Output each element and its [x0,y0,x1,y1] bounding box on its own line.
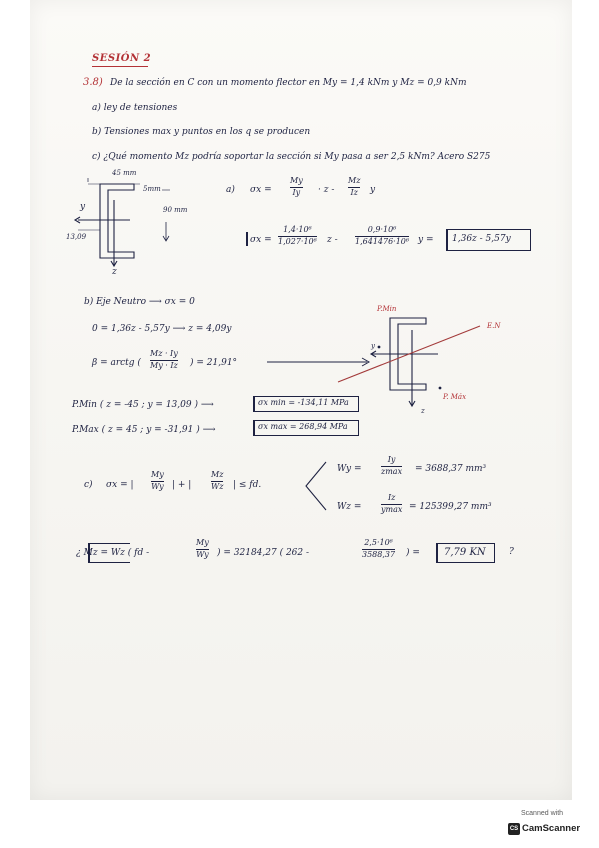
frac-num: Iz [388,493,396,502]
axis-z-label: z [112,267,117,277]
diagram-z-label: z [421,407,425,415]
part-b-beta-rhs: ) = 21,91° [190,358,238,368]
diagram-en-label: E.N [487,322,501,330]
camscanner-icon: CS [508,823,520,835]
camscanner-watermark [505,807,585,841]
neutral-axis-diagram [330,310,500,420]
part-a-tail2: y = [418,235,434,245]
scanned-with-text: Scanned with [521,810,564,817]
frac-num: Iy [387,455,396,464]
part-c-mid: | + | [172,480,192,490]
diagram-pmax-label: P. Máx [443,393,467,401]
dim-thickness: 5mm [143,185,161,193]
frac-num: My [151,470,164,479]
frac-num: Mz [211,470,224,479]
part-c-wz-value: = 125399,27 mm³ [409,502,492,512]
part-a-lhs: σx = [250,185,272,195]
frac-den: My · Iz [150,360,178,370]
frac-den: 1,641476·10⁶ [355,236,410,246]
part-c-wy-value: = 3688,37 mm³ [415,464,487,474]
part-b-pmax-result: σx max = 268,94 MPa [258,422,348,431]
part-c-label: c) [84,480,93,490]
problem-item-b: b) Tensiones max y puntos en los q se producen [92,127,311,137]
part-b-line1: 0 = 1,36z - 5,57y ⟶ z = 4,09y [92,324,232,334]
part-c-final-question: ? [509,547,514,557]
part-c-frac-mz-wz [211,471,223,492]
part-c-rhs: | ≤ fd. [233,480,262,490]
frac-den: Wy [196,549,209,559]
c-section-sketch [70,170,190,280]
part-b-pmax: P.Max ( z = 45 ; y = -31,91 ) ⟶ [72,425,216,435]
part-c-brace [300,458,330,518]
part-c-final-frac-2 [362,539,395,560]
part-a-tail: y [370,185,376,195]
problem-item-c: c) ¿Qué momento Mz podría soportar la sección si My pasa a ser 2,5 kNm? Acero S275 [92,152,491,162]
diagram-y-label: y [371,342,375,350]
part-c-wy-lhs: Wy = [337,464,362,474]
part-c-wz-lhs: Wz = [337,502,362,512]
title-underline [92,66,148,67]
frac-den: Wz [211,481,224,491]
dim-offset: 13,09 [66,233,87,241]
part-b-beta-frac [150,350,178,371]
part-c-final-lhs: ¿ Mz = Wz ( fd - [76,548,150,558]
frac-num: My [196,538,209,547]
part-c-wy-frac [381,456,402,477]
dim-flange-width: 45 mm [112,169,137,177]
frac-den: zmax [381,466,403,476]
part-a-frac-mz-iz [348,177,360,198]
frac-den: Iz [350,187,358,197]
frac-den: 1,027·10⁶ [278,236,317,246]
problem-statement: De la sección en C con un momento flector en My = 1,4 kNm y Mz = 0,9 kNm [110,78,467,88]
part-c-final-mid: ) = 32184,27 ( 262 - [217,548,310,558]
camscanner-brand: CamScanner [522,823,581,834]
problem-item-a: a) ley de tensiones [92,103,178,113]
frac-num: 0,9·10⁶ [367,225,397,234]
session-title: SESIÓN 2 [92,53,152,64]
part-c-frac-my-wy [151,471,164,492]
dim-height: 90 mm [163,206,188,214]
frac-den: ymax [381,504,403,514]
axis-y-label: y [80,202,86,212]
part-a-frac-values-1 [278,226,317,247]
part-c-final-result: 7,79 KN [444,547,486,558]
part-a-mid2: z - [327,235,338,245]
part-b-pmin-result: σx min = -134,11 MPa [258,398,349,407]
frac-den: Iy [292,187,301,197]
part-c-lhs: σx = | [106,480,134,490]
part-a-result: 1,36z - 5,57y [452,234,511,244]
frac-den: Wy [151,481,164,491]
part-c-wz-frac [381,494,402,515]
frac-num: My [290,176,303,185]
part-a-mid: · z - [318,185,335,195]
part-a-frac-my-iy [290,177,303,198]
frac-den: 3588,37 [362,549,396,559]
part-b-heading: b) Eje Neutro ⟶ σx = 0 [84,297,195,307]
part-c-final-rhs: ) = [406,548,420,558]
part-b-beta-lhs: β = arctg ( [92,358,141,368]
diagram-pmin-label: P.Min [377,305,397,313]
frac-num: 1,4·10⁶ [283,225,312,234]
part-a-label: a) [226,185,235,195]
part-a-frac-values-2 [355,226,409,247]
problem-number: 3.8) [83,77,103,88]
frac-num: 2,5·10⁶ [364,538,393,547]
frac-num: Mz · Iy [150,349,178,358]
frac-num: Mz [348,176,361,185]
part-c-final-frac-1 [196,539,209,560]
part-a-line2-lhs: σx = [250,235,272,245]
part-b-pmin: P.Min ( z = -45 ; y = 13,09 ) ⟶ [72,400,214,410]
